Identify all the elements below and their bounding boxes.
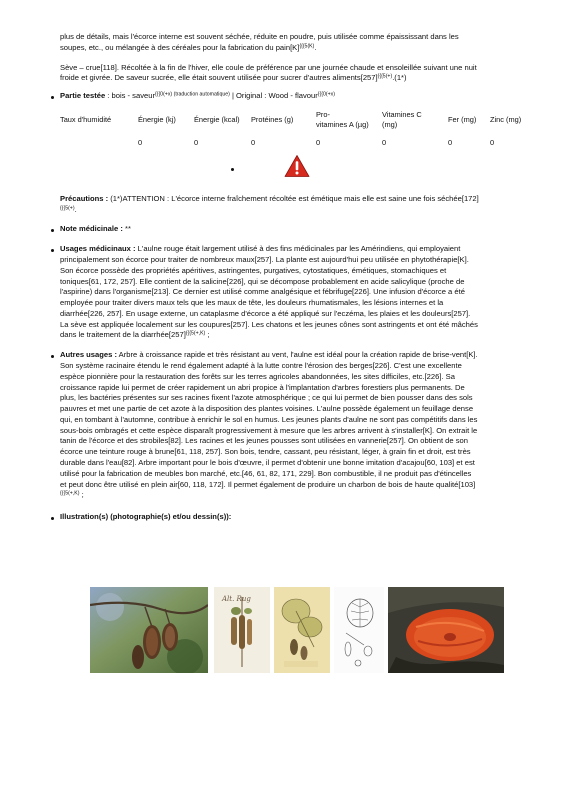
header-vitamines-c: Vitamines C (mg) — [382, 109, 422, 129]
header-energie-kj: Énergie (kj) — [138, 114, 176, 124]
intro-citation: {{{5(K) — [299, 43, 315, 50]
header-zinc: Zinc (mg) — [490, 114, 522, 124]
red-alder-cut-wood-photo[interactable] — [388, 587, 504, 673]
nutrition-header-row — [60, 110, 535, 130]
value-humidite — [60, 138, 138, 148]
alder-cones-photo[interactable] — [90, 587, 208, 673]
usages-medicinaux-item: Usages médicinaux : L'aulne rouge était largement utilisé à des fins médicinales par les Amérindiens, qui employaient principalement son écorce pour traiter de nombreux maux[257]. La plante est aujourd'hui peu utilisée en phytothérapie[K]. Son écorce possède des propriétés apéritives, astringentes, purgatives, cytostatiques, émétiques, stomachiques et toniques[61, 172, 257]. Elle contient de la salicine[226], qui se décompose probablement en acide salicylique (proche de l'aspirine) dans l'organisme[213]. Ce dernier est utilisé comme analgésique et fébrifuge[226]. Une infusion d'écorce a été employée pour traiter divers maux tels que les maux de tête, les douleurs rhumatismales, les lésions internes et la diarrhée[226, 257]. En usage externe, un cataplasme d'écorce a été appliqué sur l'eczéma, les plaies et les douleurs[257]. La sève est appliquée localement sur les coupures[257]. Les chatons et les jeunes cônes sont astringents et ont été mâchés dans le traitement de la $diarrhée[257]^{\{\{\{5(+,K)}$ ; — [60, 244, 535, 341]
intro-line-1: plus de détails, mais l'écorce interne est souvent séchée, réduite en poudre, puis utilisée comme épaississant dans les — [60, 32, 459, 41]
precautions-label: Précautions : — [60, 193, 109, 203]
partie-testee-label: Partie testée — [60, 91, 106, 101]
precautions-paragraph: Précautions : (1*)ATTENTION : L'écorce interne fraîchement récoltée est émétique mais elle est saine une fois séchée[172] $^{\{\{\{5(+)}$. — [60, 193, 479, 214]
alder-botanical-painting[interactable] — [214, 587, 270, 673]
document-page — [60, 32, 535, 523]
value-provitamines-a: 0 — [316, 137, 321, 147]
warning-row — [60, 154, 535, 184]
header-humidite: Taux d'humidité — [60, 114, 112, 124]
intro-paragraph: plus de détails, mais l'écorce interne est souvent séchée, réduite en poudre, puis utilisée comme épaississant dans les soupes, etc., ou mélangée à des céréales pour la fabrication du $pain[K]^{\{\{\{5(K)}$. — [60, 32, 459, 52]
note-medicinale-label: Note médicinale : — [60, 224, 123, 234]
partie-testee-item: Partie testée : bois - saveur$^{\{\{\{0(+x)}$ $^{(traduction automatique)}$ | Original : Wood - flavour$^{\{\{\{0(+x)}$ — [60, 91, 535, 102]
usages-medicinaux-citation: {{{5(+,K) — [185, 330, 206, 337]
seve-citation: {{{5(+) — [377, 73, 393, 80]
illustrations-gallery — [90, 587, 490, 673]
value-vitamines-c: 0 — [382, 137, 387, 147]
illustrations-label: Illustration(s) (photographie(s) et/ou dessin(s)): — [60, 512, 232, 522]
precautions-citation: {{{5(+) — [60, 205, 75, 212]
header-provitamines-a: Pro- vitamines A (µg) — [316, 109, 369, 129]
illustrations-item — [60, 512, 535, 523]
usages-medicinaux-label: Usages médicinaux : — [60, 244, 136, 254]
value-proteines: 0 — [251, 137, 256, 147]
header-proteines: Protéines (g) — [251, 114, 294, 124]
autres-usages-item: Autres usages : Arbre à croissance rapide et très résistant au vent, l'aulne est idéal pour la création rapide de brise-vent[K]. Son système racinaire étendu le rend également adapté à la lutte contre l'érosion des berges[226]. C'est une excellente espèce pionnière pour la restauration des forêts sur les terres agricoles abandonnées, les sites difficiles, etc.[226]. Sa croissance rapide lui permet de créer rapidement un abri propice à l'implantation d'arbres forestiers plus permanents. De plus, les bactéries présentes sur ses racines fixent l'azote atmosphérique ; ce qui lui permet de bien pousser dans des sols pauvres et met une partie de cet azote à la disposition des plantes voisines. L'aulne possède également un feuillage dense qui, en tombant à l'automne, contribue à enrichir le sol en humus. Les jeunes plants d'aulne ne sont pas compétitifs dans les sous-bois ombragés et cette espèce disparaît progressivement à mesure que les arbres arrivent à s'installer[K]. On extrait le tanin de l'écorce et des strobiles[82]. Les racines et les jeunes pousses sont utilisées en vannerie[257]. On obtient de son écorce une teinture rouge à brune[61, 118, 257]. Son bois, tendre, cassant, peu résistant, léger, à grain fin et droit, est très durable dans l'eau[82]. Arbre important pour le bois d'œuvre, il permet d'obtenir une bonne imitation d'acajou[60, 103] et est utilisé pour la fabrication de meubles bon marché, etc.[46, 61, 82, 171, 229]. Bon combustible, il ne produit pas d'étincelles et peut donc être utilisé en plein air[60, 118, 172]. Il permet également de produire un charbon de bois de haute qualité[103] $^{\{\{\{5(+,K)}$ ; — [60, 350, 535, 501]
value-energie-kj: 0 — [138, 137, 143, 147]
autres-usages-citation: {{{5(+,K) — [60, 490, 80, 497]
seve-paragraph: Sève – crue[118]. Récoltée à la fin de l'hiver, elle coule de préférence par une journée chaude et ensoleillée suivant une nuit froide et givrée. De saveur sucrée, elle était souvent utilisée pour sucrer d'autres $aliments[257]^{\{\{\{5(+)}.(1*)$ — [60, 62, 477, 83]
value-energie-kcal: 0 — [194, 137, 199, 147]
value-fer: 0 — [448, 137, 453, 147]
alder-leaf-drawing-colored[interactable] — [274, 587, 330, 673]
intro-line-2: soupes, etc., ou mélangée à des céréales pour la fabrication du pain[K] — [60, 42, 300, 52]
warning-bullet — [231, 168, 234, 171]
value-zinc: 0 — [490, 137, 495, 147]
translation-note: (traduction automatique) — [172, 91, 230, 98]
sections-list — [60, 224, 535, 523]
header-fer: Fer (mg) — [448, 114, 477, 124]
seve-line-1: Sève – crue[118]. Récoltée à la fin de l'hiver, elle coule de préférence par une journée chaude et ensoleillée suivant une nuit — [60, 62, 477, 72]
warning-triangle-icon — [284, 154, 310, 182]
note-medicinale-item: Note médicinale : ** — [60, 224, 535, 235]
svg-text:Alt. Rug: Alt. Rug — [222, 595, 251, 603]
nutrition-table — [60, 110, 535, 148]
autres-usages-label: Autres usages : — [60, 350, 117, 360]
header-energie-kcal: Énergie (kcal) — [194, 114, 240, 124]
nutrition-values-row — [60, 138, 535, 148]
seve-line-2: froide et givrée. De saveur sucrée, elle était souvent utilisée pour sucrer d'autres aliments[257] — [60, 73, 378, 83]
partie-list — [60, 91, 535, 102]
alder-botanical-sketch[interactable] — [334, 587, 384, 673]
